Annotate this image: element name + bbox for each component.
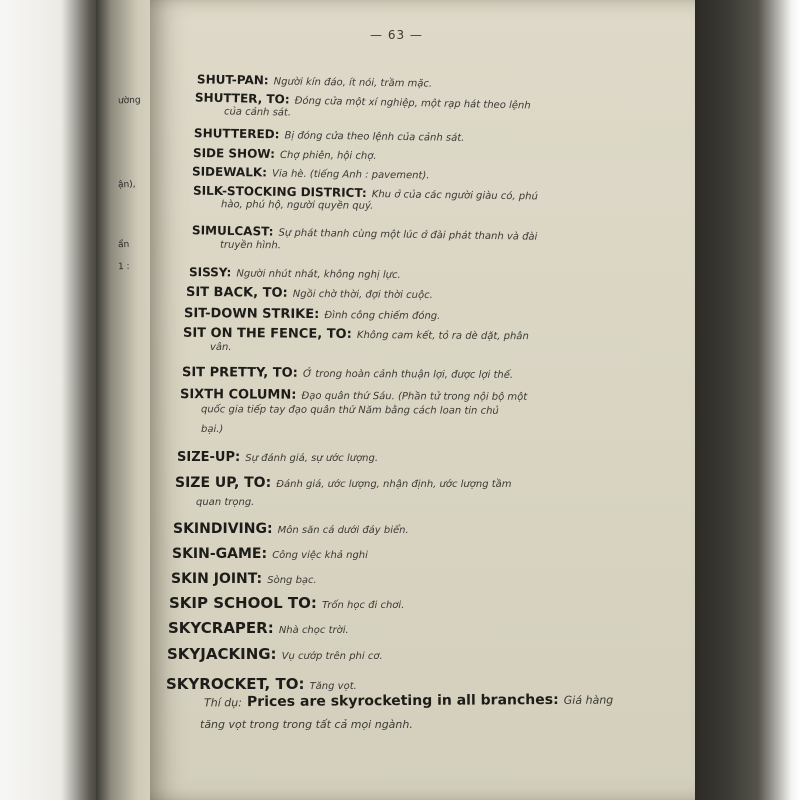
right-background (695, 0, 800, 800)
entry-definition: Chợ phiên, hội chợ. (280, 149, 377, 162)
entry-term: SILK-STOCKING DISTRICT: (192, 183, 367, 201)
entry-definition: Tăng vọt. (309, 681, 357, 692)
entry-term: SISSY: (188, 265, 232, 280)
margin-fragment: ẩn (117, 239, 130, 251)
entry-skin-joint (171, 568, 317, 587)
margin-fragment: ận), (117, 179, 136, 191)
entry-term: SKIP SCHOOL TO: (169, 594, 317, 612)
entry-continuation: vân. (210, 342, 232, 353)
entry-term: SIT ON THE FENCE, TO: (182, 325, 352, 342)
margin-fragment: ường (117, 95, 141, 107)
entry-term: SKYJACKING: (167, 645, 277, 663)
entry-term: SKINDIVING: (173, 521, 273, 537)
entry-definition: Sòng bạc. (267, 575, 317, 586)
margin-fragment: 1 : (117, 261, 130, 273)
entry-definition: Môn săn cá dưới đáy biển. (277, 525, 409, 536)
entry-sixth-column (180, 383, 527, 404)
example-text: Prices are skyrocketing in all branches: (246, 691, 559, 711)
entry-definition: Không cam kết, tỏ ra dè dặt, phân (356, 330, 529, 343)
entry-continuation: quan trọng. (196, 497, 255, 508)
entry-definition: Đánh giá, ước lượng, nhận định, ước lượng tầm (276, 479, 512, 490)
entry-term: SKYCRAPER: (168, 619, 274, 637)
entry-side-show (193, 142, 377, 163)
entry-term: SIZE UP, TO: (175, 475, 272, 491)
entry-sit-down-strike (184, 302, 440, 323)
entry-term: SIT BACK, TO: (185, 284, 288, 301)
entry-continuation: của cảnh sát. (223, 106, 292, 119)
entry-definition: Nhà chọc trời. (278, 625, 349, 636)
entry-term: SIT-DOWN STRIKE: (183, 306, 320, 323)
entry-term: SKIN JOINT: (171, 571, 263, 587)
entry-skip-school (169, 593, 404, 612)
entry-term: SIDEWALK: (191, 164, 268, 180)
entry-continuation: bại.) (201, 424, 224, 435)
entry-term: SKYROCKET, TO: (166, 675, 305, 693)
entry-skin-game (172, 543, 368, 562)
example-sentence (204, 689, 613, 711)
entry-definition: Sự phát thanh cùng một lúc ở đài phát thanh và đài (278, 227, 538, 243)
entry-definition: Ở trong hoàn cảnh thuận lợi, được lợi thế. (302, 368, 514, 381)
entry-sit-pretty (182, 361, 513, 382)
entry-shuttered (194, 122, 465, 145)
entry-definition: Via hè. (tiếng Anh : pavement). (271, 168, 430, 182)
entry-term: SIZE-UP: (177, 450, 241, 465)
entry-continuation: hào, phú hộ, người quyền quý. (220, 199, 374, 212)
entry-term: SIDE SHOW: (192, 146, 276, 161)
entry-definition: Trốn học đi chơi. (321, 600, 405, 611)
entry-continuation: truyền hình. (219, 239, 281, 252)
left-background (0, 0, 102, 800)
entry-skindiving (173, 518, 409, 537)
entry-definition: Khu ở của các người giàu có, phú (371, 189, 538, 203)
entry-term: SHUTTER, TO: (194, 90, 290, 107)
entry-definition: Người nhút nhát, không nghị lực. (236, 268, 401, 281)
entry-term: SIT PRETTY, TO: (181, 365, 298, 381)
entry-definition: Ngồi chờ thời, đợi thời cuộc. (292, 288, 433, 302)
example-label: Thí dụ: (203, 696, 242, 710)
entry-definition: Đạo quân thứ Sáu. (Phần tử trong nội bộ một (301, 390, 528, 403)
entry-term: SHUT-PAN: (196, 72, 269, 88)
entry-skycraper (168, 618, 349, 637)
entry-definition: Vụ cướp trên phi cơ. (281, 651, 383, 662)
example-continuation: tăng vọt trong trong tất cả mọi ngành. (200, 718, 413, 731)
entry-definition: Đình công chiếm đóng. (324, 310, 441, 322)
entry-sissy (189, 261, 401, 282)
entry-size-up-noun (177, 446, 378, 465)
entry-skyjacking (167, 644, 383, 663)
entry-continuation: quốc gia tiếp tay đạo quân thứ Năm bằng cách loan tin chủ (200, 404, 499, 417)
entry-size-up-verb (175, 472, 512, 491)
entry-term: SKIN-GAME: (172, 546, 268, 562)
entry-sit-back (186, 281, 433, 302)
entry-sit-on-the-fence (183, 322, 529, 343)
entry-definition: Người kín đáo, ít nói, trầm mặc. (273, 76, 433, 90)
previous-page-edge (96, 0, 157, 800)
entry-term: SHUTTERED: (193, 126, 280, 142)
example-translation: Giá hàng (563, 693, 614, 707)
entry-definition: Bị đóng cửa theo lệnh của cảnh sát. (284, 130, 465, 144)
entry-definition: Đóng cửa một xí nghiệp, một rạp hát theo lệnh (294, 95, 531, 112)
page-number: — 63 — (370, 28, 423, 42)
entry-definition: Sự đánh giá, sự ước lượng. (245, 453, 379, 464)
entry-definition: Công việc khả nghi (272, 550, 368, 561)
entry-term: SIMULCAST: (191, 223, 274, 239)
entry-term: SIXTH COLUMN: (179, 387, 297, 403)
